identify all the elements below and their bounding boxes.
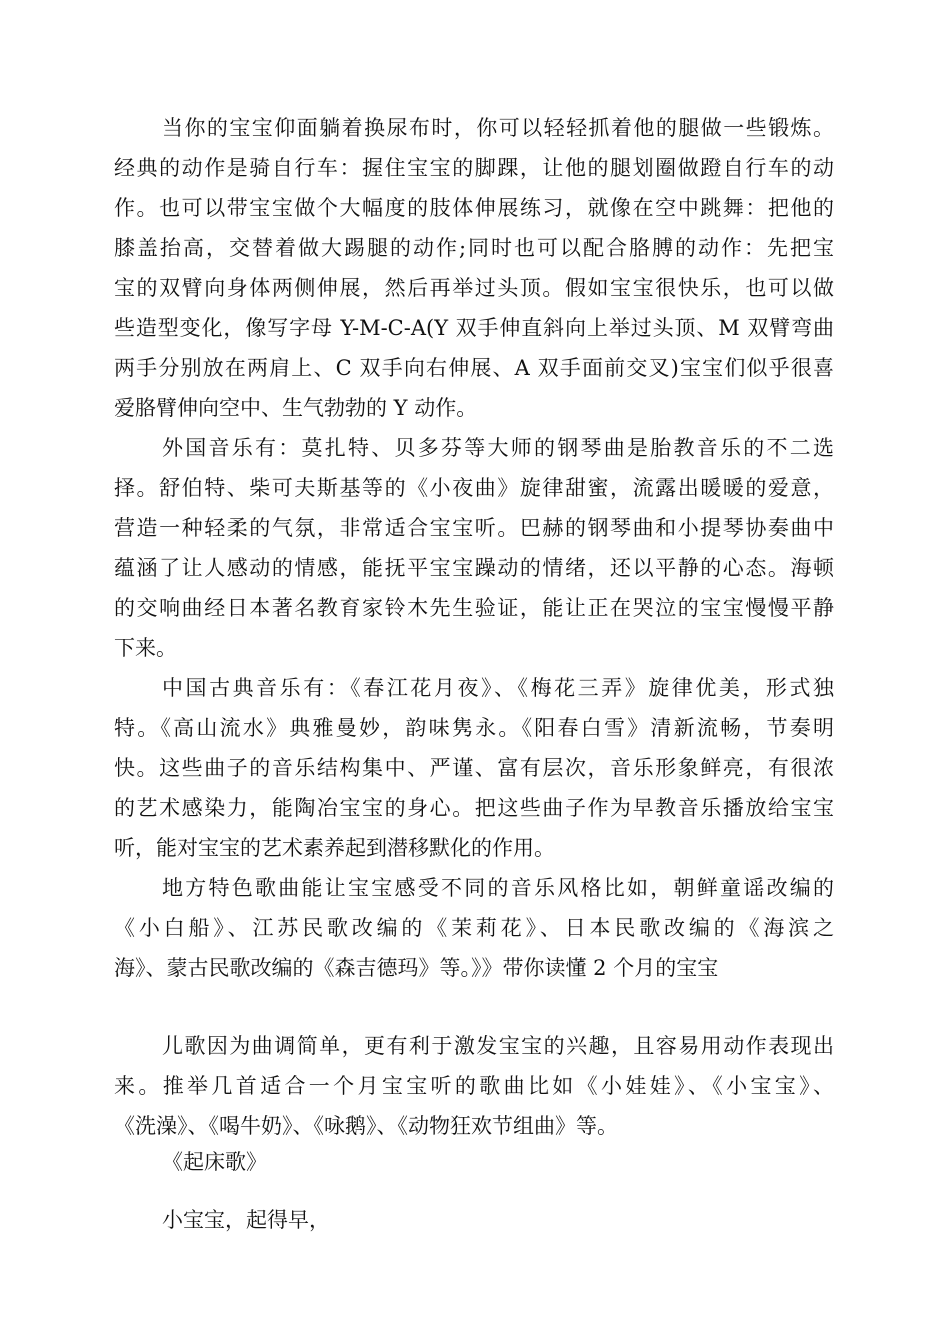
text-line: 海》、蒙古民歌改编的《森吉德玛》等。》》带你读懂 2 个月的宝宝 — [114, 956, 719, 980]
text-line: 《小白船》、江苏民歌改编的《茉莉花》、日本民歌改编的《海滨之 — [114, 916, 834, 940]
text-line: 地方特色歌曲能让宝宝感受不同的音乐风格比如，朝鲜童谣改编的 — [162, 876, 834, 900]
text-line: 的交响曲经日本著名教育家铃木先生验证，能让正在哭泣的宝宝慢慢平静 — [114, 596, 834, 620]
song-title — [114, 1142, 834, 1182]
text-line: 儿歌因为曲调简单，更有利于激发宝宝的兴趣，且容易用动作表现出 — [162, 1034, 834, 1058]
text-line: 听，能对宝宝的艺术素养起到潜移默化的作用。 — [114, 836, 555, 860]
paragraph-nursery-rhymes — [114, 1026, 834, 1146]
paragraph-chinese-classical-music — [114, 668, 834, 868]
text-line: 的艺术感染力，能陶冶宝宝的身心。把这些曲子作为早教音乐播放给宝宝 — [114, 796, 834, 820]
text-line: 蕴涵了让人感动的情感，能抚平宝宝躁动的情绪，还以平静的心态。海顿 — [114, 556, 834, 580]
text-line: 些造型变化，像写字母 Y-M-C-A(Y 双手伸直斜向上举过头顶、M 双臂弯曲 — [114, 316, 834, 340]
text-line: 爱胳臂伸向空中、生气勃勃的 Y 动作。 — [114, 396, 478, 420]
paragraph-baby-exercise — [114, 108, 834, 428]
text-line: 两手分别放在两肩上、C 双手向右伸展、A 双手面前交叉)宝宝们似乎很喜 — [114, 356, 834, 380]
text-line: 快。这些曲子的音乐结构集中、严谨、富有层次，音乐形象鲜亮，有很浓 — [114, 756, 834, 780]
text-line: 宝的双臂向身体两侧伸展，然后再举过头顶。假如宝宝很快乐，也可以做 — [114, 276, 834, 300]
text-line: 营造一种轻柔的气氛，非常适合宝宝听。巴赫的钢琴曲和小提琴协奏曲中 — [114, 516, 834, 540]
text-line: 来。推举几首适合一个月宝宝听的歌曲比如《小娃娃》、《小宝宝》、 — [114, 1074, 834, 1098]
text-line: 择。舒伯特、柴可夫斯基等的《小夜曲》旋律甜蜜，流露出暖暖的爱意， — [114, 476, 834, 500]
text-line: 下来。 — [114, 636, 177, 660]
paragraph-regional-songs — [114, 868, 834, 988]
text-line: 特。《高山流水》典雅曼妙，韵味隽永。《阳春白雪》清新流畅，节奏明 — [114, 716, 834, 740]
text-line: 外国音乐有：莫扎特、贝多芬等大师的钢琴曲是胎教音乐的不二选 — [162, 436, 834, 460]
text-line: 《起床歌》 — [162, 1150, 267, 1174]
song-lyric — [114, 1200, 834, 1240]
text-line: 膝盖抬高，交替着做大踢腿的动作;同时也可以配合胳膊的动作：先把宝 — [114, 236, 834, 260]
text-line: 经典的动作是骑自行车：握住宝宝的脚踝，让他的腿划圈做蹬自行车的动 — [114, 156, 834, 180]
text-line: 小宝宝，起得早， — [162, 1208, 330, 1232]
text-line: 当你的宝宝仰面躺着换尿布时，你可以轻轻抓着他的腿做一些锻炼。 — [162, 116, 834, 140]
text-line: 作。也可以带宝宝做个大幅度的肢体伸展练习，就像在空中跳舞：把他的 — [114, 196, 834, 220]
text-line: 《洗澡》、《喝牛奶》、《咏鹅》、《动物狂欢节组曲》等。 — [114, 1114, 618, 1138]
paragraph-foreign-music — [114, 428, 834, 668]
text-line: 中国古典音乐有：《春江花月夜》、《梅花三弄》旋律优美，形式独 — [162, 676, 834, 700]
